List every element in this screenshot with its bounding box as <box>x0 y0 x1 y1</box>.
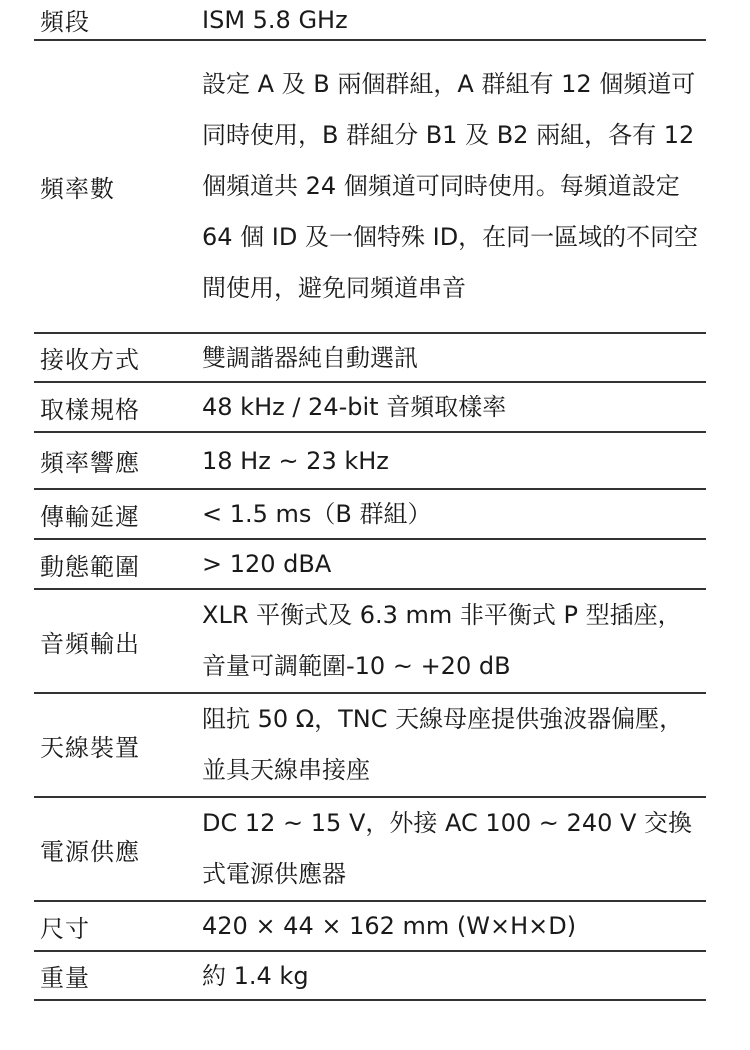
spec-value: DC 12 ~ 15 V，外接 AC 100 ~ 240 V 交換式電源供應器 <box>202 809 693 888</box>
spec-row-dimensions <box>34 901 706 951</box>
spec-value: 設定 A 及 B 兩個群組，A 群組有 12 個頻道可同時使用，B 群組分 B1 及 B2 兩組，各有 12 個頻道共 24 個頻道可同時使用。每頻道設定 64 個 ID 及一個特殊 ID，在同一區域的不同空間使用，避免同頻道串音 <box>202 70 699 302</box>
spec-label: 天線裝置 <box>40 733 140 762</box>
spec-label: 頻率響應 <box>40 449 140 477</box>
spec-row-channel-count <box>34 40 706 333</box>
spec-label: 傳輸延遲 <box>40 502 140 531</box>
spec-value: 48 kHz / 24-bit 音頻取樣率 <box>202 393 507 421</box>
spec-row-power-supply <box>34 797 706 901</box>
spec-value: 18 Hz ~ 23 kHz <box>202 446 389 475</box>
spec-row-weight <box>34 951 706 1000</box>
spec-row-reception-method <box>34 333 706 382</box>
spec-label: 頻率數 <box>40 175 115 203</box>
spec-label: 重量 <box>40 964 90 992</box>
spec-value: < 1.5 ms（B 群組） <box>202 500 432 528</box>
spec-value: ISM 5.8 GHz <box>202 5 348 34</box>
spec-value: 阻抗 50 Ω，TNC 天線母座提供強波器偏壓，並具天線串接座 <box>202 705 684 784</box>
spec-row-antenna <box>34 693 706 797</box>
spec-table <box>34 0 706 1001</box>
spec-value: 420 × 44 × 162 mm (W×H×D) <box>202 912 577 940</box>
spec-row-sampling-spec <box>34 382 706 432</box>
spec-label: 頻段 <box>40 8 90 36</box>
spec-label: 取樣規格 <box>40 395 140 424</box>
spec-row-audio-output <box>34 589 706 693</box>
spec-row-frequency-response <box>34 432 706 489</box>
spec-label: 接收方式 <box>40 346 140 374</box>
spec-label: 電源供應 <box>40 837 140 866</box>
spec-value: > 120 dBA <box>202 550 332 578</box>
spec-label: 音頻輸出 <box>40 629 140 658</box>
spec-value: XLR 平衡式及 6.3 mm 非平衡式 P 型插座，音量可調範圍-10 ~ +20 dB <box>202 601 682 680</box>
spec-row-frequency-band <box>34 0 706 40</box>
spec-row-dynamic-range <box>34 539 706 589</box>
spec-value: 雙調諧器純自動選訊 <box>202 343 418 372</box>
spec-value: 約 1.4 kg <box>202 961 309 990</box>
spec-label: 尺寸 <box>40 914 90 943</box>
spec-row-transmission-latency <box>34 489 706 539</box>
spec-label: 動態範圍 <box>40 552 140 581</box>
